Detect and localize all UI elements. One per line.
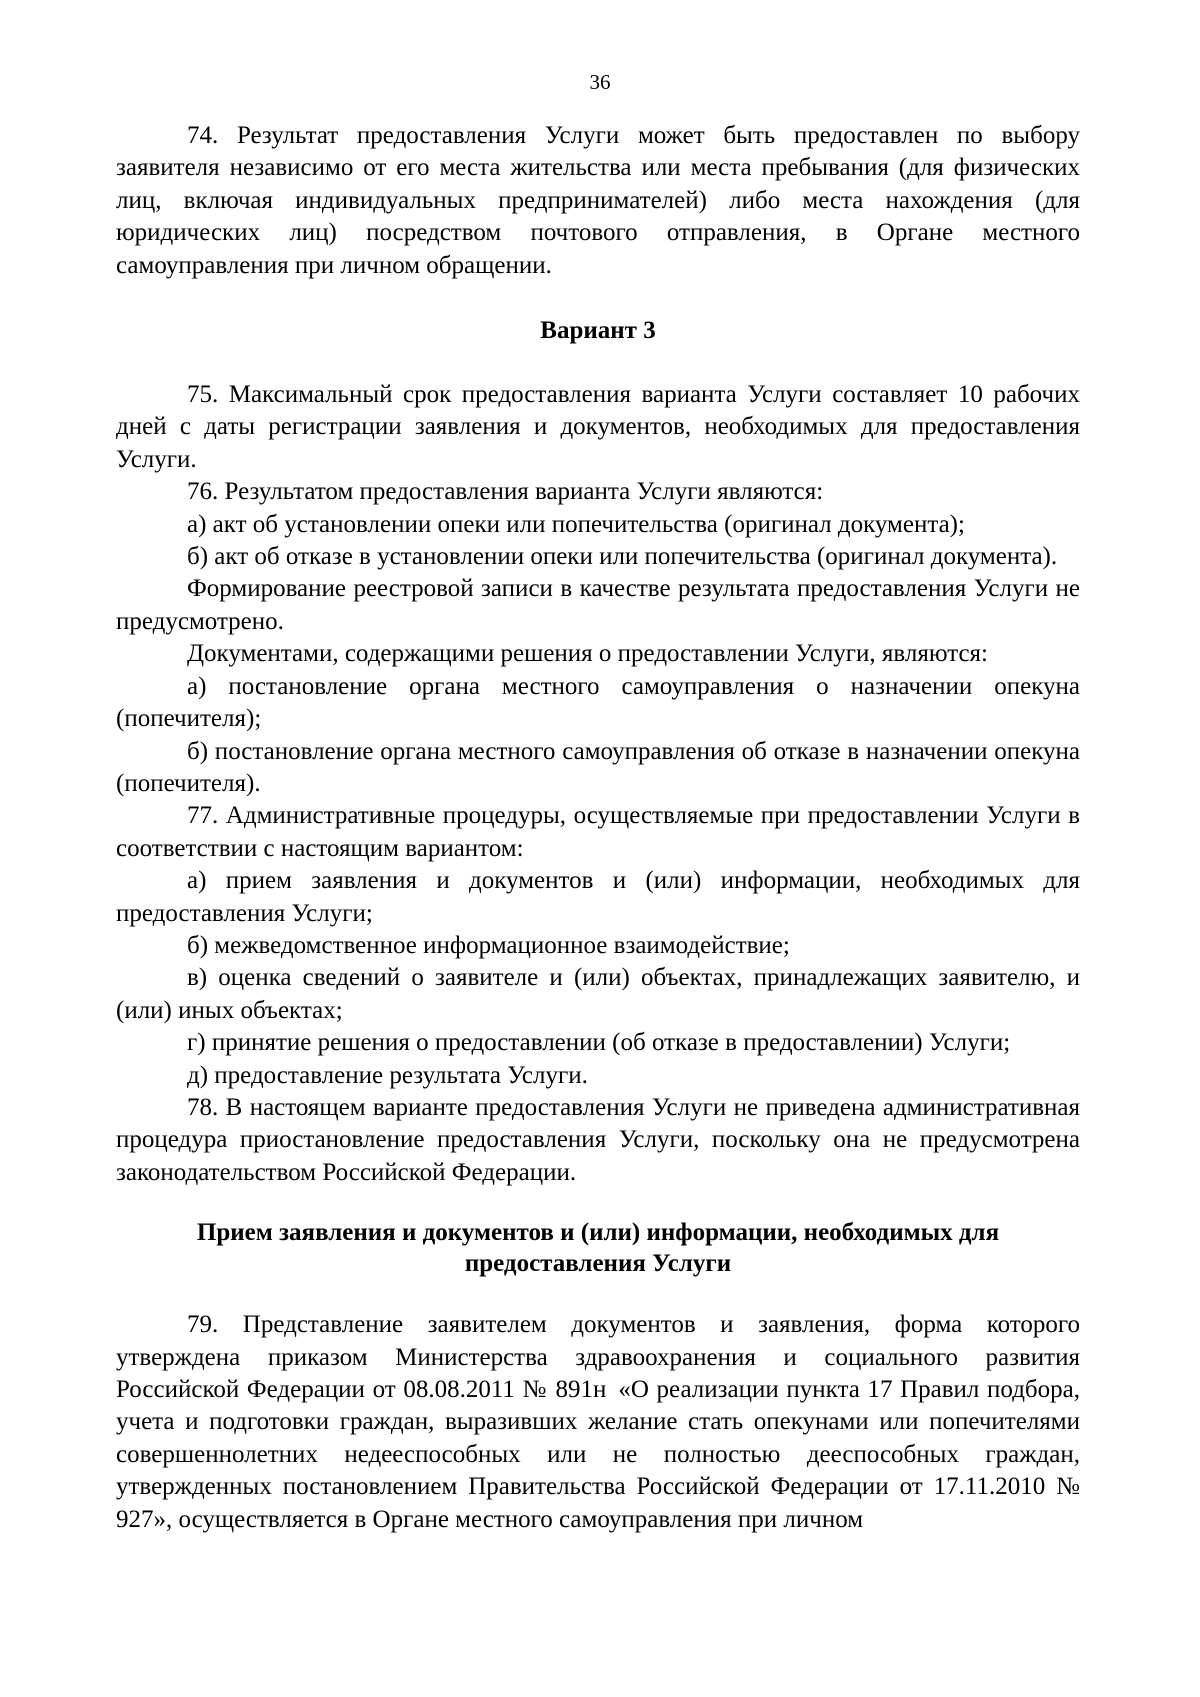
paragraph-77-item-d: г) принятие решения о предоставлении (об отказе в предоставлении) Услуги; — [187, 1029, 1011, 1057]
paragraph-76-decision-item-a: а) постановление органа местного самоуправления о назначении опекуна (попечителя); — [116, 672, 1080, 733]
page-content — [116, 120, 1080, 1536]
heading-variant-3: Вариант 3 — [540, 317, 656, 345]
paragraph-76-item-b: б) акт об отказе в установлении опеки или попечительства (оригинал документа). — [187, 543, 1058, 571]
paragraph-79-part-1: 79. Представление заявителем документов и заявления, форма которого утверждена приказом Министерства здравоохранения и социального развития Российской Федерации от 08.08.2011 № 891н — [116, 1311, 1080, 1403]
paragraph-77-item-c: в) оценка сведений о заявителе и (или) объектах, принадлежащих заявителю, и (или) иных объектах; — [116, 964, 1080, 1024]
page-number: 36 — [589, 70, 611, 94]
paragraph-76-item-a: а) акт об установлении опеки или попечительства (оригинал документа); — [187, 510, 965, 538]
paragraph-77-item-a: а) прием заявления и документов и (или) информации, необходимых для предоставления Услуги; — [116, 867, 1080, 927]
section-heading-line-2: предоставления Услуги — [464, 1250, 732, 1278]
section-heading-line-1: Прием заявления и документов и (или) информации, необходимых для — [196, 1219, 1000, 1247]
paragraph-76-decision-item-b: б) постановление органа местного самоуправления об отказе в назначении опекуна (попечителя). — [116, 737, 1080, 797]
paragraph-76-registry-note: Формирование реестровой записи в качестве результата предоставления Услуги не предусмотрено. — [116, 575, 1080, 635]
paragraph-79 — [116, 1309, 1080, 1536]
section-heading — [116, 1217, 1080, 1279]
paragraph-76-decision-docs: Документами, содержащими решения о предоставлении Услуги, являются: — [187, 640, 988, 668]
paragraph-77-item-b: б) межведомственное информационное взаимодействие; — [187, 931, 790, 959]
paragraph-75: 75. Максимальный срок предоставления варианта Услуги составляет 10 рабочих дней с даты регистрации заявления и документов, необходимых для предоставления Услуги. — [116, 381, 1080, 473]
paragraph-79-part-2: «О реализации пункта 17 Правил подбора, учета и подготовки граждан, выразивших желание стать опекунами или попечителями совершеннолетних недееспособных или не полностью дееспособных граждан, утвержденных постановлением Правительства Российской Федерации от 17.11.2010 № 927», осуществляется в Органе местного самоуправления при личном — [116, 1376, 1080, 1533]
paragraph-76: 76. Результатом предоставления варианта Услуги являются: — [187, 478, 824, 506]
paragraph-74: 74. Результат предоставления Услуги может быть предоставлен по выбору заявителя независимо от его места жительства или места пребывания (для физических лиц, включая индивидуальных предпринимателей) либо места нахождения (для юридических лиц) посредством почтового отправления, в Органе местного самоуправления при личном обращении. — [116, 122, 1080, 279]
paragraph-77: 77. Административные процедуры, осуществляемые при предоставлении Услуги в соответствии с настоящим вариантом: — [116, 802, 1080, 862]
paragraph-78: 78. В настоящем варианте предоставления Услуги не приведена административная процедура приостановление предоставления Услуги, поскольку она не предусмотрена законодательством Российской Федерации. — [116, 1093, 1080, 1186]
paragraph-77-item-e: д) предоставление результата Услуги. — [187, 1061, 588, 1089]
